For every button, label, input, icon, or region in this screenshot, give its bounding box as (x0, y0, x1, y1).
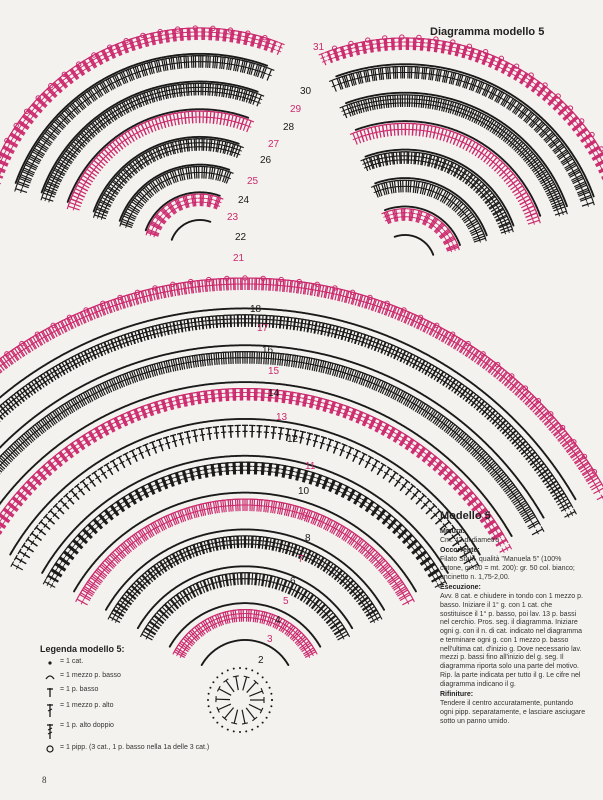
misura-text: Cm. 42 di diametro (440, 536, 500, 544)
row-number: 18 (250, 304, 262, 315)
row-number: 10 (298, 486, 310, 497)
row-number: 22 (235, 232, 247, 243)
row-number: 29 (290, 104, 302, 115)
legend-text-half-double: = 1 mezzo p. basso (60, 672, 121, 679)
diagram-title: Diagramma modello 5 (430, 26, 545, 38)
occorrente-text: Filato Stahl, qualità "Manuela 5" (100% cotone, gr. 50 = mt. 200): gr. 50 col. bianco; uncinetto n. 1,75-2,00. (440, 556, 575, 581)
legend-text-picot: = 1 pipp. (3 cat., 1 p. basso nella 1a delle 3 cat.) (60, 744, 210, 751)
double-treble-icon (40, 722, 60, 740)
legend-item-single (40, 686, 210, 698)
legend (40, 644, 210, 758)
row-number: 23 (227, 212, 239, 223)
misura-label: Misura: (440, 527, 465, 535)
row-number: 11 (305, 461, 316, 472)
row-number: 5 (283, 596, 289, 607)
row-number: 24 (238, 195, 250, 206)
half-treble-icon (40, 702, 60, 718)
legend-item-half-treble (40, 702, 210, 718)
page-number: 8 (42, 775, 47, 785)
half-double-crochet-icon (40, 672, 60, 682)
row-number: 15 (268, 366, 280, 377)
legend-item-picot (40, 744, 210, 754)
occorrente-label: Occorrente: (440, 547, 480, 555)
row-number: 28 (283, 122, 295, 133)
row-number: 13 (276, 412, 288, 423)
row-number: 6 (290, 576, 296, 587)
legend-text-double-treble: = 1 p. alto doppio (60, 722, 114, 729)
legend-title: Legenda modello 5: (40, 644, 125, 654)
chain-icon (40, 658, 60, 668)
legend-item-half-double (40, 672, 210, 682)
row-number: 16 (262, 345, 274, 356)
single-crochet-icon (40, 686, 60, 698)
row-number: 8 (305, 533, 311, 544)
row-number: 12 (287, 434, 299, 445)
row-number: 4 (275, 615, 281, 626)
row-number: 27 (268, 139, 280, 150)
legend-item-chain (40, 658, 210, 668)
row-number: 25 (247, 176, 259, 187)
row-number: 31 (313, 42, 325, 53)
legend-text-single: = 1 p. basso (60, 686, 99, 693)
rifiniture-text: Tendere il centro accuratamente, puntando ogni pipp. separatamente, e lasciare asciugare sotto un panno umido. (440, 700, 586, 725)
picot-icon (40, 744, 60, 754)
row-number: 14 (268, 388, 280, 399)
row-number: 21 (233, 253, 245, 264)
row-number: 30 (300, 86, 312, 97)
esecuzione-label: Esecuzione: (440, 584, 481, 592)
legend-text-chain: = 1 cat. (60, 658, 84, 665)
row-number: 3 (267, 634, 273, 645)
row-number: 26 (260, 155, 272, 166)
row-number: 7 (298, 554, 304, 565)
pattern-info (440, 510, 586, 726)
legend-item-double-treble (40, 722, 210, 740)
legend-text-half-treble: = 1 mezzo p. alto (60, 702, 114, 709)
esecuzione-text: Avv. 8 cat. e chiudere in tondo con 1 mezzo p. basso. Iniziare il 1° g. con 1 cat. che sostituisce il 1° p. basso, poi lav. 13 p. bassi nel cerchio. Pros. seg. il diagramma. Iniziare ogni g. con il n. di cat. indicato nel diagramma e terminare ogni g. con 1 mezzo p. basso nell'ultima cat. d'inizio g. Dove necessario lav. mezzi p. bassi fino all'inizio del g. seg. Il diagramma riporta solo una parte del motivo. Rip. la parte indicata per tutto il g. Le cifre nel diagramma indicano il g. (440, 593, 583, 688)
row-number: 2 (258, 655, 264, 666)
row-number: 17 (257, 323, 269, 334)
row-number: 9 (302, 511, 308, 522)
rifiniture-label: Rifiniture: (440, 691, 474, 699)
info-title: Modello 5 (440, 510, 491, 522)
